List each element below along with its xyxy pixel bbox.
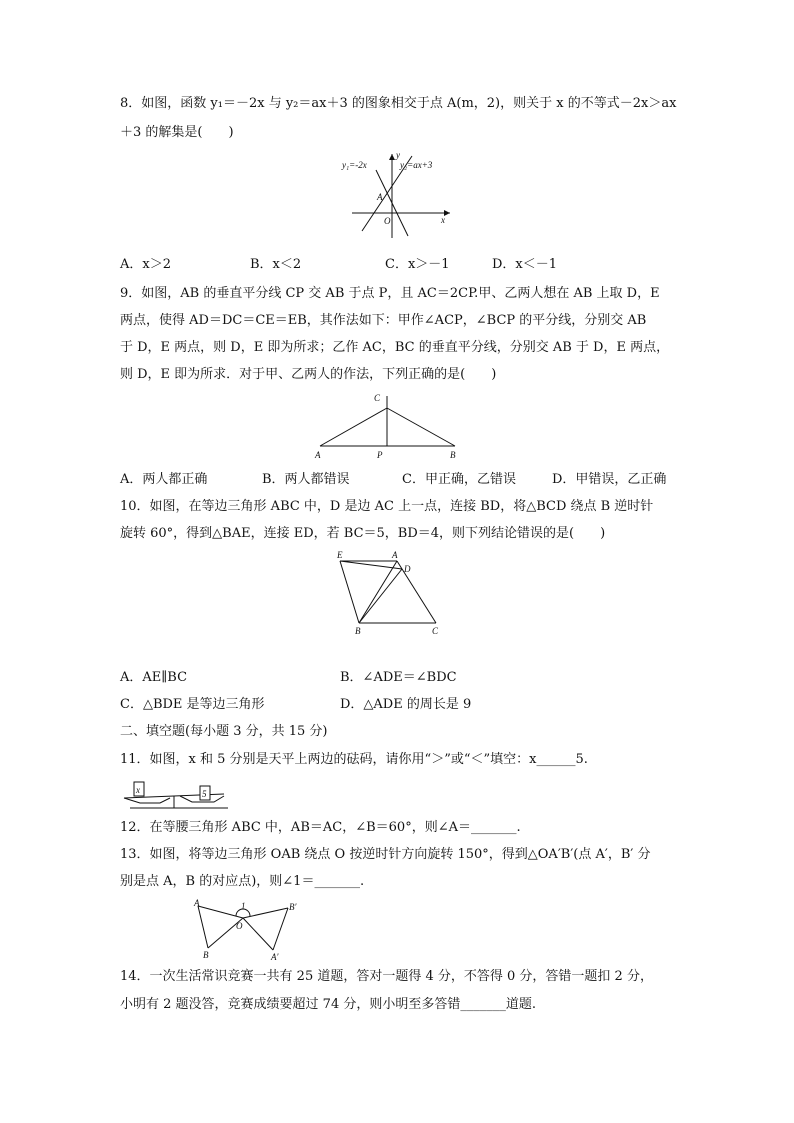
- q8-option-a: A．x＞2: [120, 257, 171, 272]
- q9-option-d: D．甲错误，乙正确: [552, 472, 667, 487]
- q9-triangle-figure: [310, 388, 470, 463]
- q10-option-c: C．△BDE 是等边三角形: [120, 697, 265, 712]
- q9-option-c: C．甲正确，乙错误: [402, 472, 516, 487]
- q14-line2: 小明有 2 题没答，竞赛成绩要超过 74 分，则小明至多答错_______道题.: [120, 997, 536, 1012]
- q11-line1: 11．如图，x 和 5 分别是天平上两边的砝码，请你用“＞”或“＜”填空：x______5.: [120, 752, 588, 767]
- q10-label-a: A: [392, 550, 398, 560]
- q9-label-c: C: [374, 393, 381, 403]
- q10-label-b: B: [355, 626, 361, 636]
- q9-line1: 9．如图，AB 的垂直平分线 CP 交 AB 于点 P，且 AC＝2CP.甲、乙两人想在 AB 上取 D，E: [120, 286, 660, 301]
- q13-label-b-prime: B′: [289, 902, 297, 912]
- q8-option-d: D．x＜－1: [492, 257, 558, 272]
- q9-line2: 两点，使得 AD＝DC＝CE＝EB，其作法如下：甲作∠ACP，∠BCP 的平分线，分别交 AB: [120, 313, 647, 328]
- q8-option-c: C．x＞－1: [385, 257, 450, 272]
- section2-heading: 二、填空题(每小题 3 分，共 15 分): [120, 724, 328, 739]
- q8-graph-figure: [340, 148, 455, 240]
- q13-label-o: O: [236, 921, 243, 931]
- q8-y1-label: y₁=-2x: [342, 160, 367, 170]
- q8-line1: 8．如图，函数 y₁＝－2x 与 y₂＝ax＋3 的图象相交于点 A(m，2)，则关于 x 的不等式－2x＞ax: [120, 96, 677, 111]
- q10-option-d: D．△ADE 的周长是 9: [340, 697, 472, 712]
- q10-line1: 10．如图，在等边三角形 ABC 中，D 是边 AC 上一点，连接 BD，将△BCD 绕点 B 逆时针: [120, 499, 654, 514]
- q10-option-a: A．AE∥BC: [120, 670, 188, 685]
- q13-label-1: 1: [241, 901, 246, 911]
- q9-line4: 则 D，E 即为所求．对于甲、乙两人的作法，下列正确的是( ): [120, 367, 497, 382]
- q9-label-a: A: [315, 450, 321, 460]
- q10-label-d: D: [404, 564, 411, 574]
- q13-line2: 别是点 A，B 的对应点)，则∠1＝_______.: [120, 874, 365, 889]
- q9-label-p: P: [377, 450, 383, 460]
- q11-weight-5-label: 5: [202, 789, 207, 799]
- q8-option-b: B．x＜2: [250, 257, 302, 272]
- q13-bowtie-figure: [188, 898, 303, 962]
- q12-line1: 12．在等腰三角形 ABC 中，AB＝AC，∠B＝60°，则∠A＝_______.: [120, 820, 521, 835]
- q10-line2: 旋转 60°，得到△BAE，连接 ED，若 BC＝5，BD＝4，则下列结论错误的是( ): [120, 526, 606, 541]
- q8-y2-label: y₂=ax+3: [400, 160, 433, 170]
- q13-label-b: B: [203, 950, 209, 960]
- q14-line1: 14．一次生活常识竞赛一共有 25 道题，答对一题得 4 分，不答得 0 分，答错一题扣 2 分，: [120, 969, 653, 984]
- q11-balance-figure: [120, 776, 232, 810]
- q13-line1: 13．如图，将等边三角形 OAB 绕点 O 按逆时针方向旋转 150°，得到△OA′B′(点 A′，B′ 分: [120, 847, 651, 862]
- q8-origin-label: O: [384, 216, 391, 226]
- q9-option-b: B．两人都错误: [262, 472, 350, 487]
- q10-label-e: E: [337, 550, 343, 560]
- q10-rotation-figure: [330, 548, 450, 636]
- q13-label-a-prime: A′: [271, 952, 279, 962]
- q8-point-a-label: A: [377, 192, 383, 202]
- q9-label-b: B: [450, 450, 456, 460]
- q10-option-b: B．∠ADE＝∠BDC: [340, 670, 457, 685]
- q10-label-c: C: [432, 626, 439, 636]
- q8-line2: ＋3 的解集是( ): [120, 125, 234, 140]
- q9-option-a: A．两人都正确: [120, 472, 208, 487]
- q9-line3: 于 D，E 两点，则 D，E 即为所求；乙作 AC，BC 的垂直平分线，分别交 AB 于 D，E 两点，: [120, 340, 670, 355]
- q11-weight-x-label: x: [136, 785, 140, 795]
- q8-axis-y-label: y: [396, 150, 400, 160]
- q13-label-a: A: [194, 898, 200, 908]
- q8-axis-x-label: x: [441, 215, 445, 225]
